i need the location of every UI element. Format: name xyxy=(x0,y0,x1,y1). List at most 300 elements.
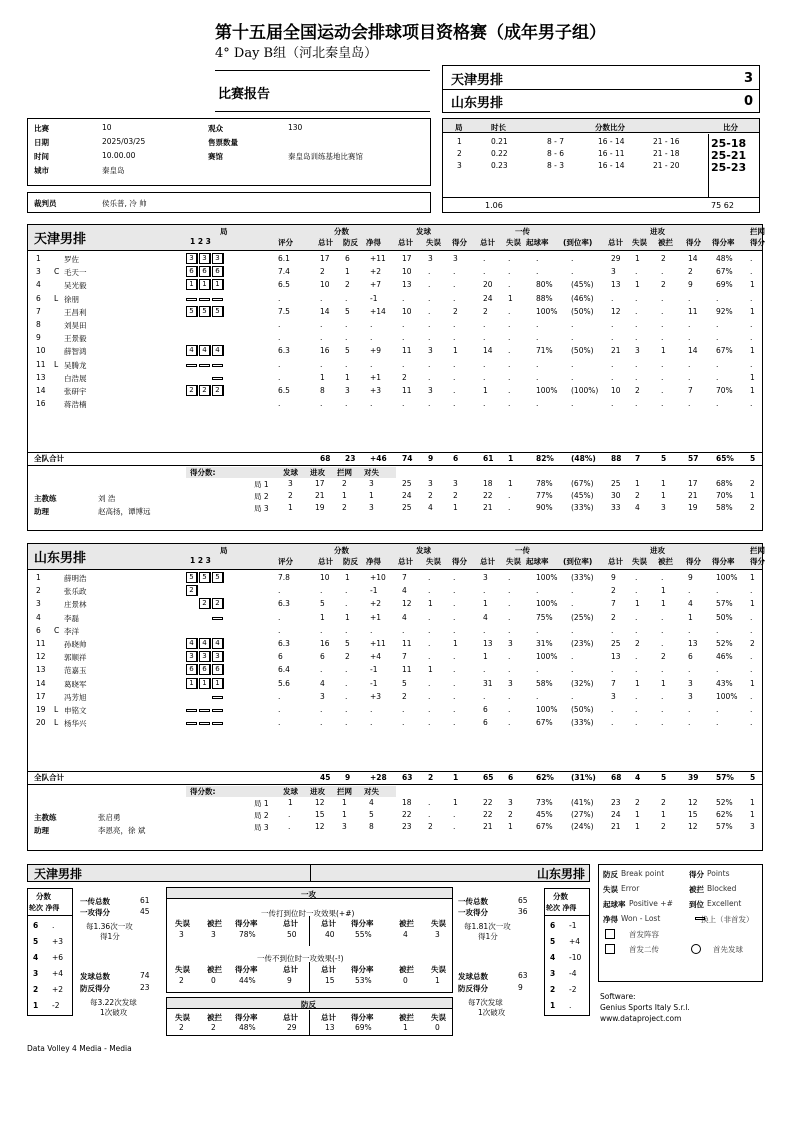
mid-head: 得分率 xyxy=(235,965,258,974)
set-cell: 3 xyxy=(457,161,462,170)
player-name: 白浩展 xyxy=(64,373,87,383)
stat-cell: 6 xyxy=(278,652,283,662)
rotation-box: 3 xyxy=(186,253,198,264)
stat-cell: . xyxy=(536,665,539,675)
total-cell: (48%) xyxy=(571,454,596,463)
report-heading: 比赛报告 xyxy=(218,87,271,102)
stat-cell: . xyxy=(370,333,373,343)
stat-cell: . xyxy=(428,320,431,329)
stat-cell: 2 xyxy=(611,612,616,622)
set-cell: (24%) xyxy=(571,822,594,831)
total-cell: 5 xyxy=(661,773,667,782)
player-number: 13 xyxy=(36,372,46,382)
rotation-box: 6 xyxy=(199,266,211,277)
set-cell: 3 xyxy=(453,479,458,488)
stat-cell: . xyxy=(483,320,486,329)
rotation-box: 6 xyxy=(212,664,224,675)
stat-cell: . xyxy=(661,306,664,316)
pts-label: 得分数: xyxy=(190,787,216,796)
rotation-box: 2 xyxy=(212,385,224,396)
stat-cell: 29 xyxy=(611,254,621,263)
legend-text: Positive +# xyxy=(629,899,673,908)
total-cell: 63 xyxy=(402,773,413,782)
stat-cell: . xyxy=(688,586,691,596)
stat-cell: 2 xyxy=(661,652,666,662)
set-cell: 57% xyxy=(716,822,733,831)
score-sets-a: 3 xyxy=(743,71,753,86)
set-cell: . xyxy=(508,491,511,500)
divider xyxy=(28,771,762,772)
stat-cell: . xyxy=(278,320,281,329)
rotation-box: 5 xyxy=(212,306,224,317)
mid-head: 被拦 xyxy=(399,965,414,974)
stat-cell: . xyxy=(688,665,691,675)
stat-cell: 1 xyxy=(750,280,755,290)
col-head: 失误 xyxy=(506,557,521,566)
sub-mark xyxy=(212,298,223,301)
stat-cell: . xyxy=(508,625,511,635)
pts-cell: 21 xyxy=(315,491,325,500)
stat-cell: . xyxy=(688,399,691,409)
pts-cell: 4 xyxy=(369,798,374,807)
total-cell: (31%) xyxy=(571,773,596,782)
set-cell: 2 xyxy=(661,798,666,807)
stat-cell: . xyxy=(345,599,348,609)
player-name: 李洋 xyxy=(64,626,79,636)
player-number: 19 xyxy=(36,705,46,714)
stat-cell: 11 xyxy=(688,306,698,316)
col-head: 总计 xyxy=(608,557,623,566)
stat-cell: . xyxy=(428,586,431,596)
set-cell: 23 xyxy=(611,798,621,807)
rotation-box: 2 xyxy=(199,385,211,396)
player-number: 3 xyxy=(36,599,41,609)
score-team-b: 山东男排 xyxy=(451,96,504,111)
stat-cell: . xyxy=(453,691,456,701)
pts-cell: 1 xyxy=(288,503,293,512)
group-head: 局 xyxy=(220,546,228,555)
set-cell: 16 - 11 xyxy=(598,149,625,158)
stat-cell: 6 xyxy=(320,652,325,662)
stat-cell: 3 xyxy=(428,254,433,263)
stat-cell: . xyxy=(320,359,323,369)
stat-cell: 70% xyxy=(716,386,733,395)
stat-cell: . xyxy=(571,372,574,382)
stat-cell: . xyxy=(453,293,456,303)
set-cell: 4 xyxy=(428,503,433,512)
set-cell: 24 xyxy=(611,810,621,819)
group-head: 一传 xyxy=(515,546,530,555)
col-head: 得分率 xyxy=(712,238,735,247)
total-cell: 4 xyxy=(635,773,641,782)
set-cell: (27%) xyxy=(571,810,594,819)
stat-cell: 24 xyxy=(483,293,493,303)
player-name: 王景毅 xyxy=(64,334,87,344)
stat-cell: 80% xyxy=(536,280,553,290)
mid-val: 1 xyxy=(403,1023,408,1032)
col-head: 总计 xyxy=(318,238,333,247)
rotation-box: 2 xyxy=(186,385,198,396)
set-cell: 2 xyxy=(750,479,755,488)
set-cell: 22 xyxy=(483,491,493,500)
col-head: 得分 xyxy=(452,238,467,247)
col-head: 防反 xyxy=(343,557,358,566)
mid-head: 失误 xyxy=(431,1013,446,1022)
sub-mark xyxy=(199,709,210,712)
stat-cell: . xyxy=(508,599,511,609)
stat-cell: . xyxy=(453,280,456,290)
pts-cell: 3 xyxy=(369,503,374,512)
stat-cell: . xyxy=(750,320,753,329)
stat-cell: +1 xyxy=(370,612,382,622)
stat-cell: . xyxy=(483,586,486,596)
stat-cell: 46% xyxy=(716,652,733,662)
side-n: 每1.36次一攻 xyxy=(86,922,133,931)
stat-cell: 43% xyxy=(716,678,733,688)
stat-cell: . xyxy=(428,293,431,303)
stat-cell: 31 xyxy=(483,678,493,688)
rotation-box: 4 xyxy=(212,345,224,356)
stat-cell: 31% xyxy=(536,639,553,648)
stat-cell: 100% xyxy=(536,573,558,582)
stat-cell: 10 xyxy=(320,280,330,290)
stat-cell: . xyxy=(320,705,323,714)
set-cell: 78% xyxy=(536,479,553,488)
set-cell: 21 xyxy=(611,822,621,831)
legend-text: Points xyxy=(707,869,730,878)
stat-cell: 3 xyxy=(611,267,616,277)
sub-mark xyxy=(186,364,197,367)
stat-cell: . xyxy=(571,665,574,675)
stat-cell: . xyxy=(370,359,373,369)
stat-cell: 4 xyxy=(402,612,407,622)
stat-cell: +11 xyxy=(370,639,386,648)
mid-head: 被拦 xyxy=(207,965,222,974)
stat-cell: . xyxy=(402,718,405,728)
stat-cell: . xyxy=(661,612,664,622)
sideout-head: 一攻 xyxy=(301,890,316,899)
stat-cell: -1 xyxy=(370,665,378,675)
stat-cell: . xyxy=(345,399,348,409)
col-head: 得分 xyxy=(686,238,701,247)
stat-cell: . xyxy=(453,359,456,369)
stat-cell: +10 xyxy=(370,573,386,582)
mid-val: 0 xyxy=(435,1023,440,1032)
stat-cell: +2 xyxy=(370,599,382,609)
stat-cell: 16 xyxy=(320,346,330,356)
set-cell: 58% xyxy=(716,503,733,512)
side-v: 65 xyxy=(518,896,528,905)
legend-sub-mark xyxy=(695,917,705,920)
bottom-team-a: 天津男排 xyxy=(34,867,83,881)
stat-cell: 2 xyxy=(483,306,488,316)
breakpoint-box xyxy=(166,997,453,1036)
pts-cell: 12 xyxy=(315,798,325,807)
stat-cell: 6.5 xyxy=(278,386,290,395)
player-number: 3 xyxy=(36,267,41,277)
stat-cell: 10 xyxy=(402,267,412,277)
stat-cell: 2 xyxy=(320,267,325,277)
rotation-box: 1 xyxy=(212,678,224,689)
stat-cell: 14 xyxy=(688,254,698,263)
stat-cell: . xyxy=(750,293,753,303)
rotation-box: 4 xyxy=(199,638,211,649)
stat-cell: 11 xyxy=(402,639,412,648)
mid-val: 15 xyxy=(325,976,335,985)
rs-rot: 3 xyxy=(550,969,556,978)
set-cell: 2 xyxy=(635,491,640,500)
set-cell: 52% xyxy=(716,798,733,807)
mid-head: 得分率 xyxy=(235,1013,258,1022)
group-head: 分数 xyxy=(334,227,349,236)
col-head: 起球率 xyxy=(526,557,549,566)
stat-cell: . xyxy=(453,399,456,409)
col-head: 总计 xyxy=(318,557,333,566)
stat-cell: 13 xyxy=(483,639,493,648)
stat-cell: . xyxy=(508,573,511,582)
stat-cell: . xyxy=(611,705,614,714)
rs-rot: 4 xyxy=(550,953,556,962)
stat-cell: 7.4 xyxy=(278,267,290,277)
stat-cell: . xyxy=(661,293,664,303)
stat-cell: . xyxy=(661,625,664,635)
stat-cell: 1 xyxy=(508,293,513,303)
col-head: 得分 xyxy=(750,238,765,247)
coach-name: 刘 浩 xyxy=(98,494,116,503)
stat-cell: . xyxy=(278,718,281,728)
bottom-team-b: 山东男排 xyxy=(536,867,585,881)
total-cell: 82% xyxy=(536,454,554,463)
mid-val: 2 xyxy=(211,1023,216,1032)
stat-cell: . xyxy=(278,586,281,596)
stat-cell: 11 xyxy=(402,346,412,356)
total-cell: 61 xyxy=(483,454,494,463)
pts-cell: 2 xyxy=(288,491,293,500)
side-n: 得1分 xyxy=(478,932,498,941)
player-number: 13 xyxy=(36,665,46,675)
mid-val: 69% xyxy=(355,1023,372,1032)
set-cell: 21 - 18 xyxy=(653,149,680,158)
stat-cell: 7 xyxy=(402,652,407,662)
rs-rot: 2 xyxy=(33,985,39,994)
rotation-box: 2 xyxy=(212,598,224,609)
rs-val: -1 xyxy=(569,921,577,930)
total-cell: 68 xyxy=(611,773,622,782)
total-cell: 1 xyxy=(508,454,514,463)
pts-cell: 2 xyxy=(342,479,347,488)
set-cell: 16 - 14 xyxy=(598,161,625,170)
legend-text: Won - Lost xyxy=(621,914,661,923)
stat-cell: . xyxy=(635,306,638,316)
stat-cell: . xyxy=(345,293,348,303)
rs-val: -10 xyxy=(569,953,582,962)
stat-cell: . xyxy=(635,293,638,303)
stat-cell: . xyxy=(611,625,614,635)
stat-cell: . xyxy=(345,320,348,329)
sideout-box xyxy=(166,887,453,993)
stat-cell: 1 xyxy=(750,573,755,582)
set-label: 局 2 xyxy=(254,811,269,820)
stat-cell: 9 xyxy=(611,573,616,582)
player-name: 冯芳旭 xyxy=(64,692,87,702)
info-value: 130 xyxy=(288,123,303,132)
stat-cell: 6 xyxy=(483,718,488,728)
coach-name: 张启勇 xyxy=(98,813,121,822)
rs-val: . xyxy=(52,921,55,930)
set-cell: 3 xyxy=(661,503,666,512)
mid-val: 40 xyxy=(325,930,335,939)
stat-cell: . xyxy=(402,705,405,714)
software-vendor: Genius Sports Italy S.r.l. xyxy=(600,1003,690,1012)
set-cell: 2 xyxy=(750,503,755,512)
stat-cell: . xyxy=(370,705,373,714)
mid-val: 1 xyxy=(435,976,440,985)
stat-cell: 7 xyxy=(611,678,616,688)
software-url: www.dataproject.com xyxy=(600,1014,682,1023)
total-cell: 9 xyxy=(428,454,434,463)
stat-cell: . xyxy=(688,372,691,382)
rotation-box: 3 xyxy=(186,651,198,662)
stat-cell: . xyxy=(453,573,456,582)
set-cell: 1 xyxy=(635,810,640,819)
rotation-box: 6 xyxy=(199,664,211,675)
rotation-box: 3 xyxy=(199,651,211,662)
rotation-box: 2 xyxy=(199,598,211,609)
set-cell: 1 xyxy=(508,479,513,488)
player-number: 6 xyxy=(36,293,41,303)
pts-head: 对失 xyxy=(364,787,379,796)
set-cell: 33 xyxy=(611,503,621,512)
coach-label: 主教练 xyxy=(34,494,57,503)
stat-cell: . xyxy=(402,320,405,329)
stat-cell: 2 xyxy=(635,639,640,648)
rs-head2: 轮次 净得 xyxy=(546,904,577,912)
stat-cell: . xyxy=(716,320,719,329)
legend-text: Blocked xyxy=(707,884,737,893)
stat-cell: . xyxy=(571,320,574,329)
rs-rot: 2 xyxy=(550,985,556,994)
side-k: 一传总数 xyxy=(80,897,110,906)
stat-cell: . xyxy=(661,359,664,369)
col-head: 起球率 xyxy=(526,238,549,247)
stat-cell: 1 xyxy=(635,599,640,609)
stat-cell: . xyxy=(635,705,638,714)
stat-cell: . xyxy=(750,267,753,277)
stat-cell: 6 xyxy=(483,705,488,714)
stat-cell: . xyxy=(536,372,539,382)
stat-cell: . xyxy=(688,359,691,369)
divider xyxy=(309,962,310,992)
stat-cell: 1 xyxy=(661,678,666,688)
stat-cell: . xyxy=(716,705,719,714)
stat-cell: . xyxy=(508,346,511,356)
mid-head: 总计 xyxy=(321,919,336,928)
stat-cell: . xyxy=(688,293,691,303)
stat-cell: . xyxy=(635,359,638,369)
stat-cell: . xyxy=(345,691,348,701)
stat-cell: . xyxy=(661,691,664,701)
total-cell: 7 xyxy=(635,454,641,463)
col-head: 被拦 xyxy=(658,238,673,247)
stat-cell: . xyxy=(483,267,486,277)
side-n: 每1.81次一攻 xyxy=(464,922,511,931)
stat-cell: . xyxy=(635,267,638,277)
final-score-box xyxy=(442,65,760,113)
col-head: 得分 xyxy=(452,557,467,566)
group-head: 局 xyxy=(220,227,228,236)
stat-cell: . xyxy=(571,267,574,277)
stat-cell: . xyxy=(453,372,456,382)
stat-cell: 1 xyxy=(345,372,350,382)
player-role: C xyxy=(54,267,60,277)
stat-cell: . xyxy=(611,665,614,675)
stat-cell: . xyxy=(453,678,456,688)
info-key: 日期 xyxy=(34,138,49,147)
stat-cell: 92% xyxy=(716,306,733,316)
stat-cell: . xyxy=(571,691,574,701)
stat-cell: . xyxy=(453,333,456,343)
score-sets-b: 0 xyxy=(743,94,753,109)
stat-cell: . xyxy=(635,573,638,582)
mid-val: 13 xyxy=(325,1023,335,1032)
col-head: 得分 xyxy=(686,557,701,566)
pts-cell: 1 xyxy=(288,798,293,807)
stat-cell: . xyxy=(635,665,638,675)
player-number: 4 xyxy=(36,280,41,290)
stat-cell: 57% xyxy=(716,599,733,609)
total-cell: 45 xyxy=(320,773,331,782)
stat-cell: 1 xyxy=(428,665,433,675)
stat-cell: 10 xyxy=(611,386,621,395)
rotation-box: 1 xyxy=(199,678,211,689)
stat-cell: . xyxy=(661,386,664,395)
mid-head: 总计 xyxy=(283,1013,298,1022)
set-cell: 25-23 xyxy=(711,161,747,174)
stat-cell: 1 xyxy=(750,599,755,609)
rs-rot: 5 xyxy=(550,937,556,946)
player-name: 吴光毅 xyxy=(64,281,87,291)
stat-cell: 100% xyxy=(716,573,738,582)
rotation-box: 5 xyxy=(212,572,224,583)
set-cell: 2 xyxy=(453,491,458,500)
stat-cell: (50%) xyxy=(571,346,594,356)
mid-val: 50 xyxy=(287,930,297,939)
stat-cell: . xyxy=(320,399,323,409)
set-cell: 1 xyxy=(750,491,755,500)
legend-text: 首发二传 xyxy=(629,945,659,954)
rotation-box: 2 xyxy=(186,585,198,596)
player-number: 9 xyxy=(36,333,41,343)
stat-cell: . xyxy=(428,399,431,409)
set-cell: 1 xyxy=(661,479,666,488)
set-cell: 1 xyxy=(661,491,666,500)
stat-cell: 50% xyxy=(716,612,733,622)
sub-mark xyxy=(199,298,210,301)
assistant-name: 赵高扬，谭博远 xyxy=(98,507,151,516)
stat-cell: . xyxy=(370,718,373,728)
player-number: 12 xyxy=(36,652,46,662)
mid-head: 被拦 xyxy=(399,1013,414,1022)
stat-cell: . xyxy=(320,293,323,303)
stat-cell: 1 xyxy=(750,678,755,688)
stat-cell: . xyxy=(508,612,511,622)
stat-cell: . xyxy=(370,320,373,329)
player-role: L xyxy=(54,718,59,728)
stat-cell: . xyxy=(428,612,431,622)
stat-cell: . xyxy=(345,665,348,675)
stat-cell: . xyxy=(278,705,281,714)
stat-cell: . xyxy=(483,625,486,635)
